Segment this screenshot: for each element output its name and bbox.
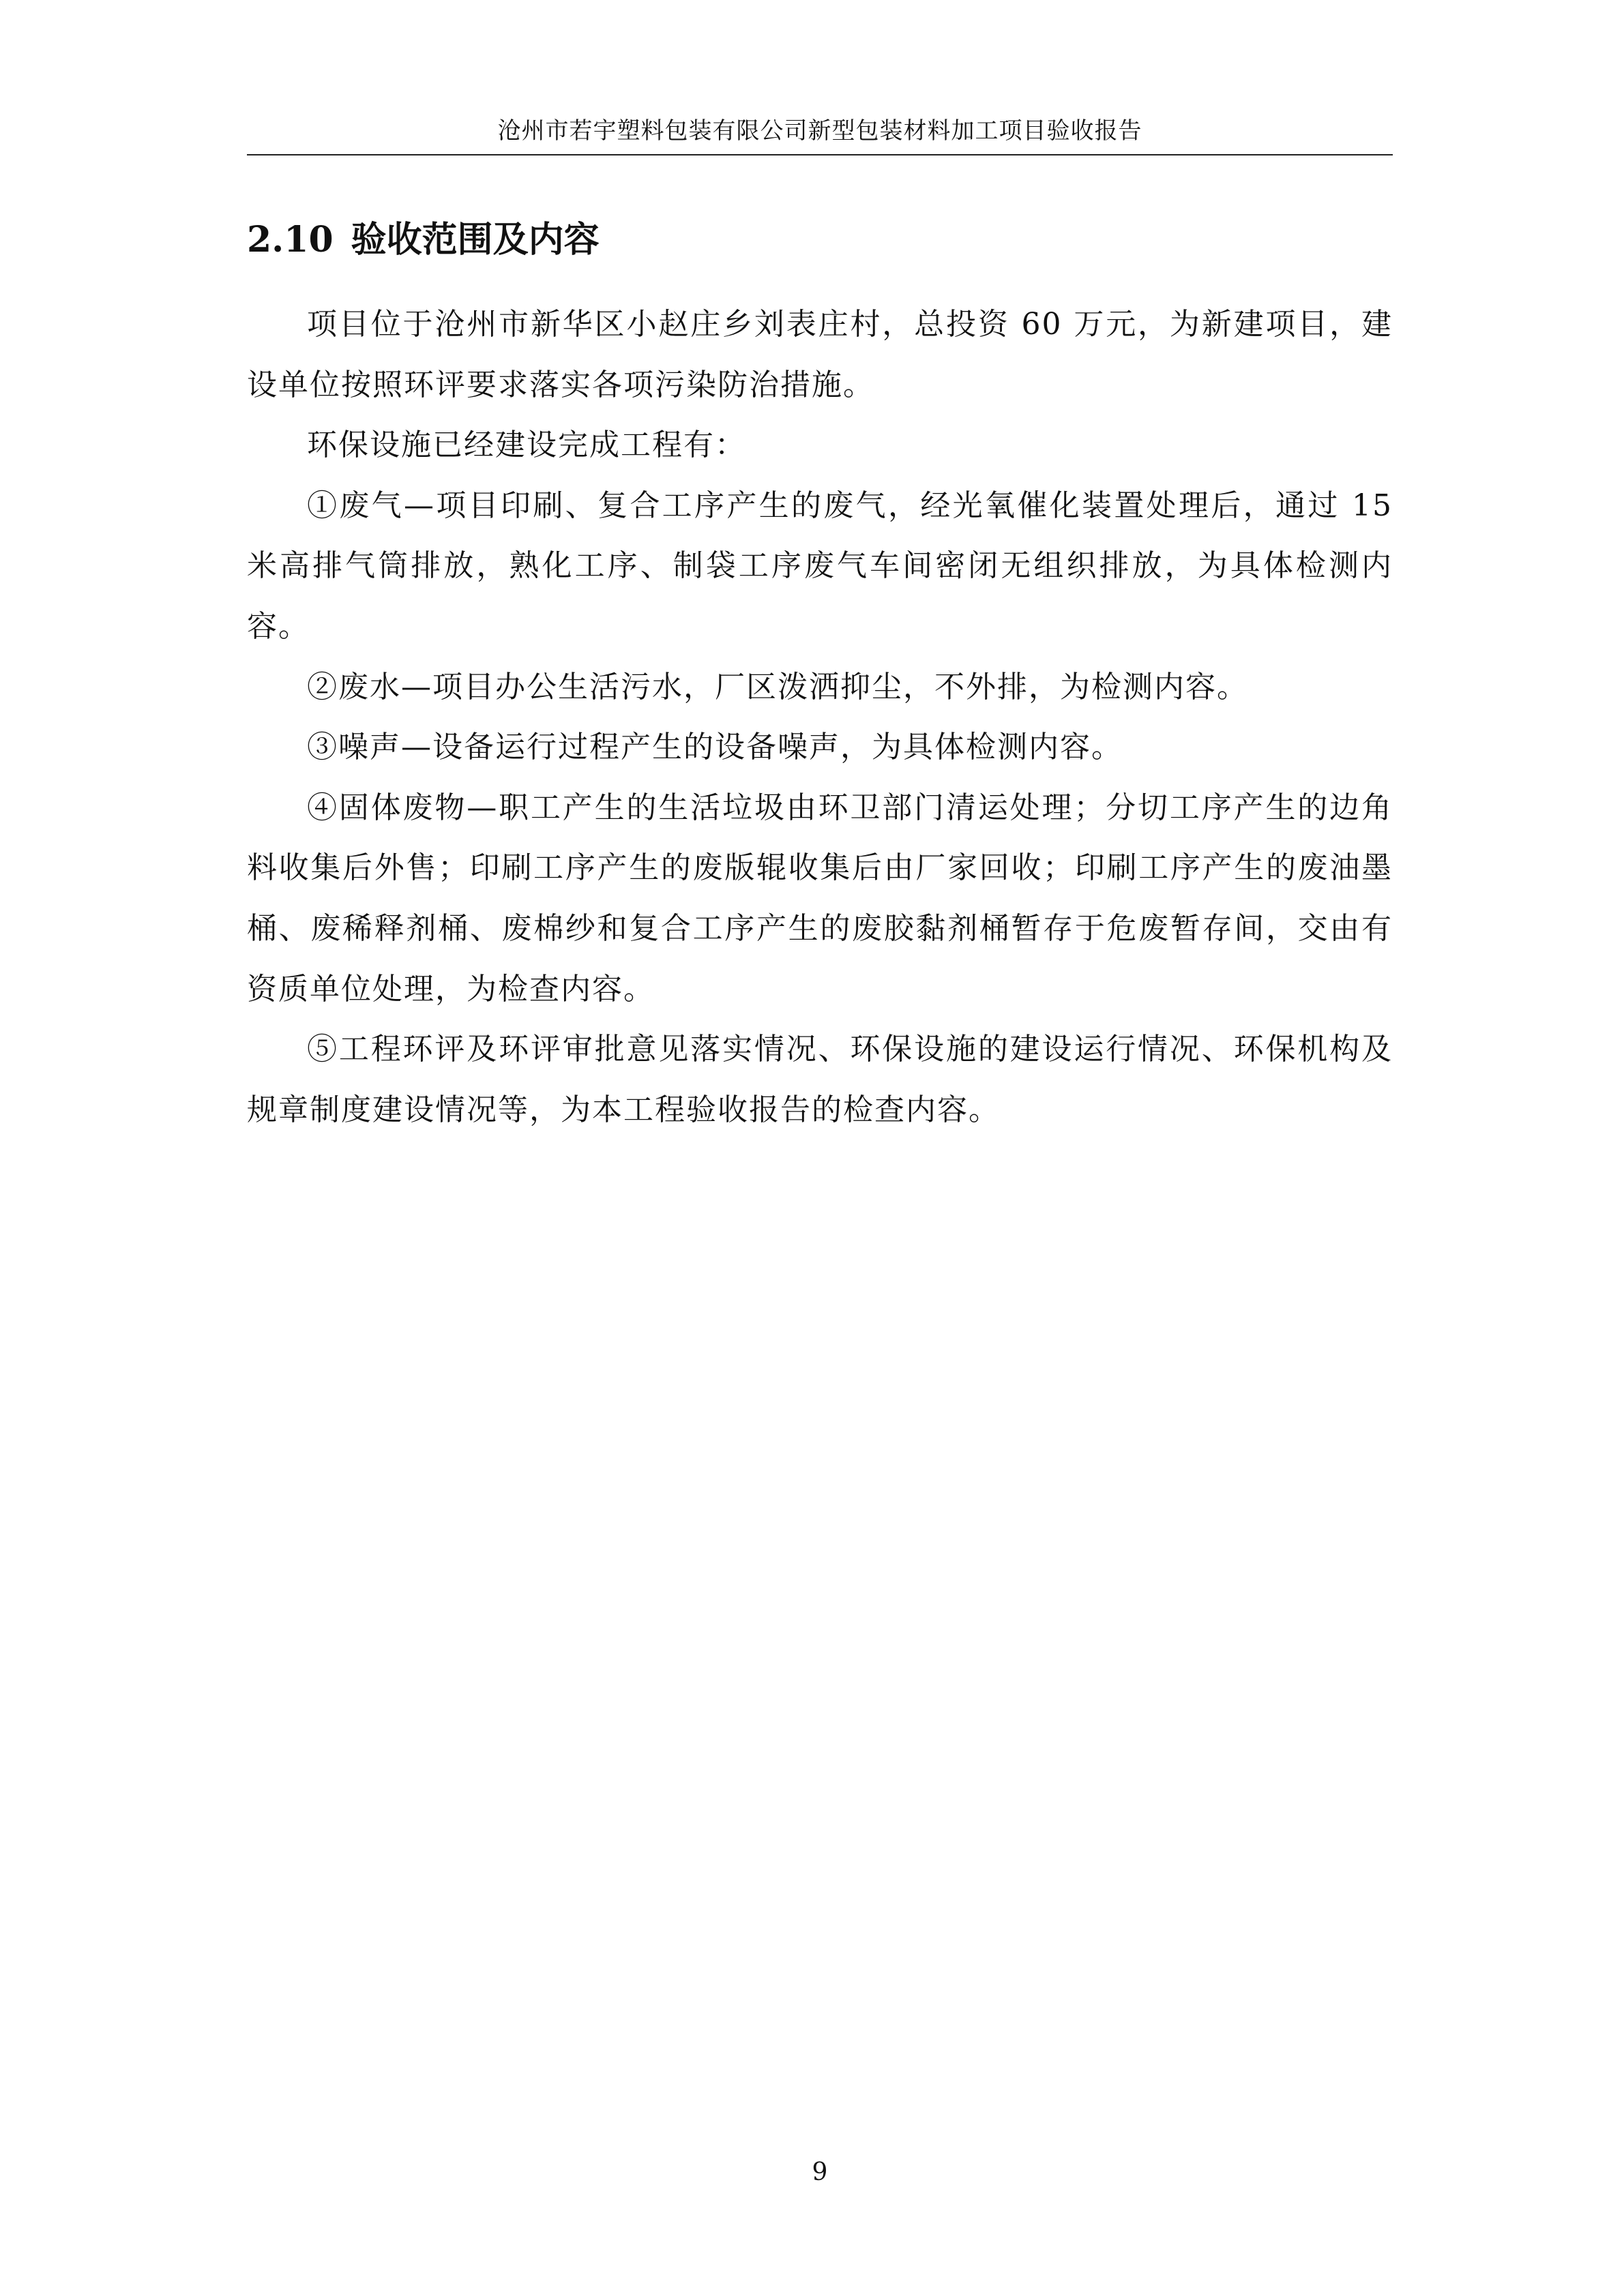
paragraph-solid-waste: ④固体废物—职工产生的生活垃圾由环卫部门清运处理；分切工序产生的边角料收集后外售；印刷工序产生的废版辊收集后由厂家回收；印刷工序产生的废油墨桶、废稀释剂桶、废棉纱和复合工序产生的废胶黏剂桶暂存于危废暂存间，交由有资质单位处理，为检查内容。: [247, 790, 1393, 1007]
paragraph-exhaust-gas: ①废气—项目印刷、复合工序产生的废气，经光氧催化装置处理后，通过 15 米高排气筒排放，熟化工序、制袋工序废气车间密闭无组织排放，为具体检测内容。: [247, 488, 1393, 644]
section-number: 2.10: [247, 219, 334, 260]
paragraph-completed-facilities: 环保设施已经建设完成工程有：: [307, 428, 746, 463]
section-heading: [247, 213, 1393, 267]
running-header: 沧州市若宇塑料包装有限公司新型包装材料加工项目验收报告: [497, 117, 1142, 145]
paragraph-project-overview: 项目位于沧州市新华区小赵庄乡刘表庄村，总投资 60 万元，为新建项目，建设单位按照环评要求落实各项污染防治措施。: [247, 307, 1393, 402]
header-divider: [247, 154, 1393, 155]
paragraph-wastewater: ②废水—项目办公生活污水，厂区泼洒抑尘，不外排，为检测内容。: [307, 669, 1248, 704]
paragraph-inspection-scope: ⑤工程环评及环评审批意见落实情况、环保设施的建设运行情况、环保机构及规章制度建设情况等，为本工程验收报告的检查内容。: [247, 1032, 1393, 1127]
body-text: [247, 295, 1393, 1140]
page-number: 9: [812, 2158, 828, 2186]
section-title: 验收范围及内容: [351, 219, 600, 260]
paragraph-noise: ③噪声—设备运行过程产生的设备噪声，为具体检测内容。: [307, 730, 1123, 765]
